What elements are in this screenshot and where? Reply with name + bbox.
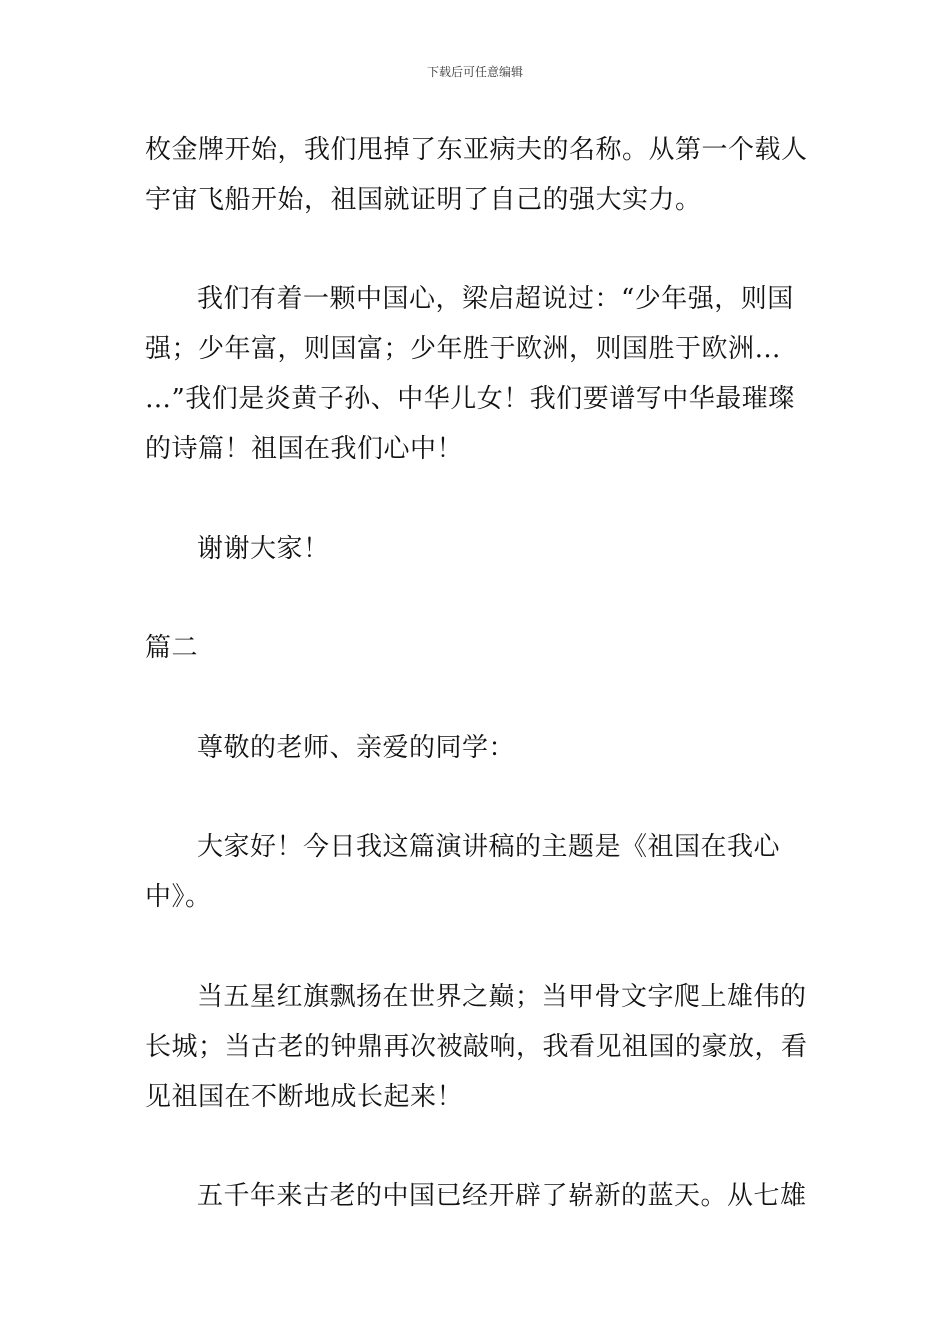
paragraph-start-line: 谢谢大家！ [197, 534, 330, 564]
text-line: 长城；当古老的钟鼎再次被敲响，我看见祖国的豪放，看 [145, 1032, 808, 1062]
text-line: 枚金牌开始，我们甩掉了东亚病夫的名称。从第一个载人 [145, 135, 808, 165]
paragraph-start-line: 五千年来古老的中国已经开辟了崭新的蓝天。从七雄 [197, 1181, 807, 1211]
text-line: 的诗篇！祖国在我们心中！ [145, 434, 464, 464]
text-line: 宇宙飞船开始，祖国就证明了自己的强大实力。 [145, 185, 702, 215]
text-line: 中》。 [145, 882, 212, 912]
paragraph-start-line: 当五星红旗飘扬在世界之巅；当甲骨文字爬上雄伟的 [197, 982, 807, 1012]
text-line: 强；少年富，则国富；少年胜于欧洲，则国胜于欧洲… [145, 334, 782, 364]
paragraph-start-line: 我们有着一颗中国心，梁启超说过：“少年强，则国 [197, 284, 794, 314]
text-line: 见祖国在不断地成长起来！ [145, 1082, 464, 1112]
section-heading: 篇二 [145, 633, 199, 663]
text-line: …”我们是炎黄子孙、中华儿女！我们要谱写中华最璀璨 [145, 384, 795, 414]
paragraph-start-line: 尊敬的老师、亲爱的同学： [197, 733, 516, 763]
paragraph-start-line: 大家好！今日我这篇演讲稿的主题是《祖国在我心 [197, 832, 781, 862]
page-header: 下载后可任意编辑 [426, 65, 523, 79]
